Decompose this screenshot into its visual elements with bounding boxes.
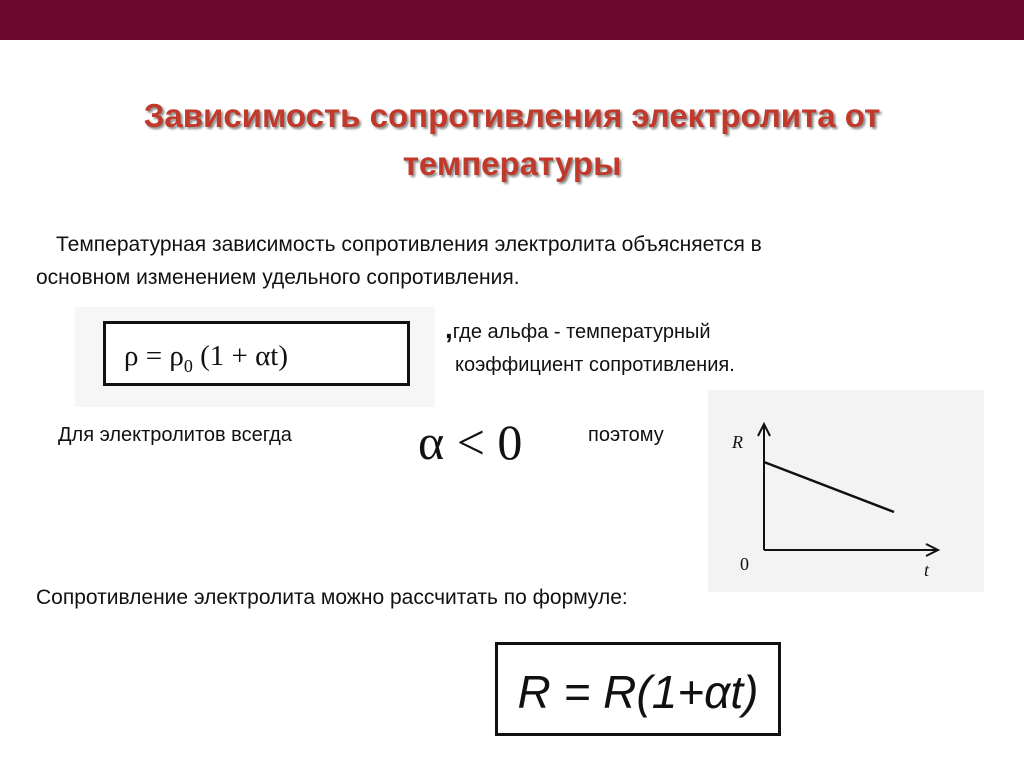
formula-1-subscript: 0: [183, 355, 193, 376]
note-line-2: коэффициент сопротивления.: [455, 354, 735, 376]
resistance-line: [764, 462, 894, 512]
slide-title: [40, 92, 984, 188]
formula-1-lhs: ρ = ρ: [124, 340, 184, 372]
x-axis-label: t: [924, 560, 930, 580]
title-line-2: температуры: [402, 145, 622, 182]
graph-svg: [708, 390, 984, 592]
paragraph-line-1: Температурная зависимость сопротивления электролита объясняется в: [56, 233, 762, 256]
formula-intro: Сопротивление электролита можно рассчитать по формуле:: [36, 586, 628, 609]
note-line-1: где альфа - температурный: [452, 321, 711, 343]
paragraph-line-2: основном изменением удельного сопротивления.: [36, 266, 520, 289]
intro-paragraph: [36, 228, 956, 294]
alpha-note: [445, 312, 735, 382]
y-axis-label: R: [732, 432, 743, 452]
title-line-1: Зависимость сопротивления электролита от: [143, 97, 881, 134]
condition-prefix: Для электролитов всегда: [58, 424, 292, 446]
resistance-formula: R = R(1+αt): [495, 642, 781, 736]
origin-label: 0: [740, 554, 749, 574]
alpha-inequality: α < 0: [418, 414, 523, 470]
resistance-temperature-graph: [708, 390, 984, 592]
note-comma: ,: [445, 313, 453, 344]
resistivity-formula: [103, 321, 410, 386]
condition-suffix: поэтому: [588, 424, 664, 446]
formula-1-rhs: (1 + αt): [192, 340, 288, 372]
top-bar: [0, 0, 1024, 40]
